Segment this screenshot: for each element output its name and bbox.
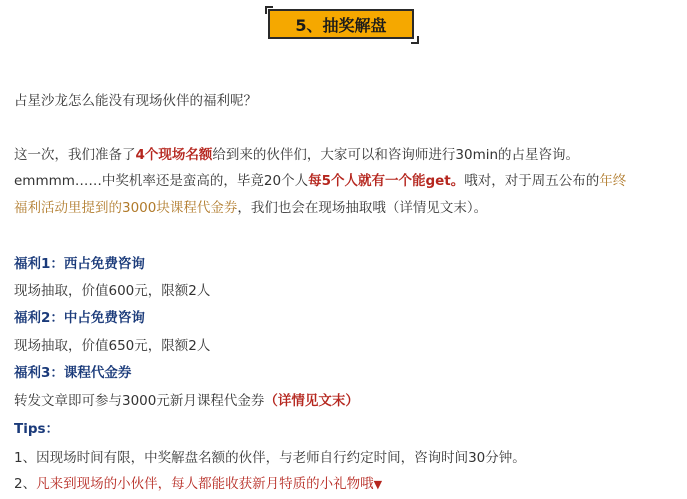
benefit-3-desc [14,391,359,411]
text: 这一次，我们准备了 [14,147,136,163]
text: 给到来的伙伴们，大家可以和咨询师进行30min的占星咨询。 [212,147,580,163]
intro-text: 占星沙龙怎么能没有现场伙伴的福利呢？ [14,93,257,109]
text: ，我们也会在现场抽取哦（详情见文末）。 [237,200,488,216]
tip-number: 2、 [14,476,37,492]
benefit-2-desc: 现场抽取，价值650元，限额2人 [14,338,211,354]
title-corner-decoration [411,36,419,44]
paragraph-line-2 [14,171,626,191]
section-title [268,9,420,45]
highlight-text: 每5个人就有一个能get。 [308,173,465,189]
triangle-down-icon: ▼ [373,478,383,491]
section-title-label: 5、抽奖解盘 [268,9,414,39]
tip-2 [14,474,382,495]
highlight-text: 4个现场名额 [135,147,213,163]
benefit-1-title: 福利1：西占免费咨询 [14,256,145,272]
link-text[interactable]: 福利活动里提到的3000块课程代金券 [14,200,238,216]
benefit-1-desc: 现场抽取，价值600元，限额2人 [14,283,211,299]
paragraph-line-1 [14,145,579,165]
tip-1: 1、因现场时间有限，中奖解盘名额的伙伴，与老师自行约定时间，咨询时间30分钟。 [14,450,526,466]
highlight-text: 凡来到现场的小伙伴，每人都能收获新月特质的小礼物哦 [36,476,374,492]
benefit-3-title: 福利3：课程代金券 [14,365,132,381]
paragraph-line-3 [14,198,487,218]
link-text[interactable]: 年终 [599,173,627,189]
benefit-2-title: 福利2：中占免费咨询 [14,310,145,326]
text: 哦对，对于周五公布的 [464,173,600,189]
text: 转发文章即可参与3000元新月课程代金券 [14,393,265,409]
text: emmmm……中奖机率还是蛮高的，毕竟20个人 [14,173,309,189]
tips-label: Tips： [14,421,60,437]
highlight-text: （详情见文末） [264,393,359,409]
